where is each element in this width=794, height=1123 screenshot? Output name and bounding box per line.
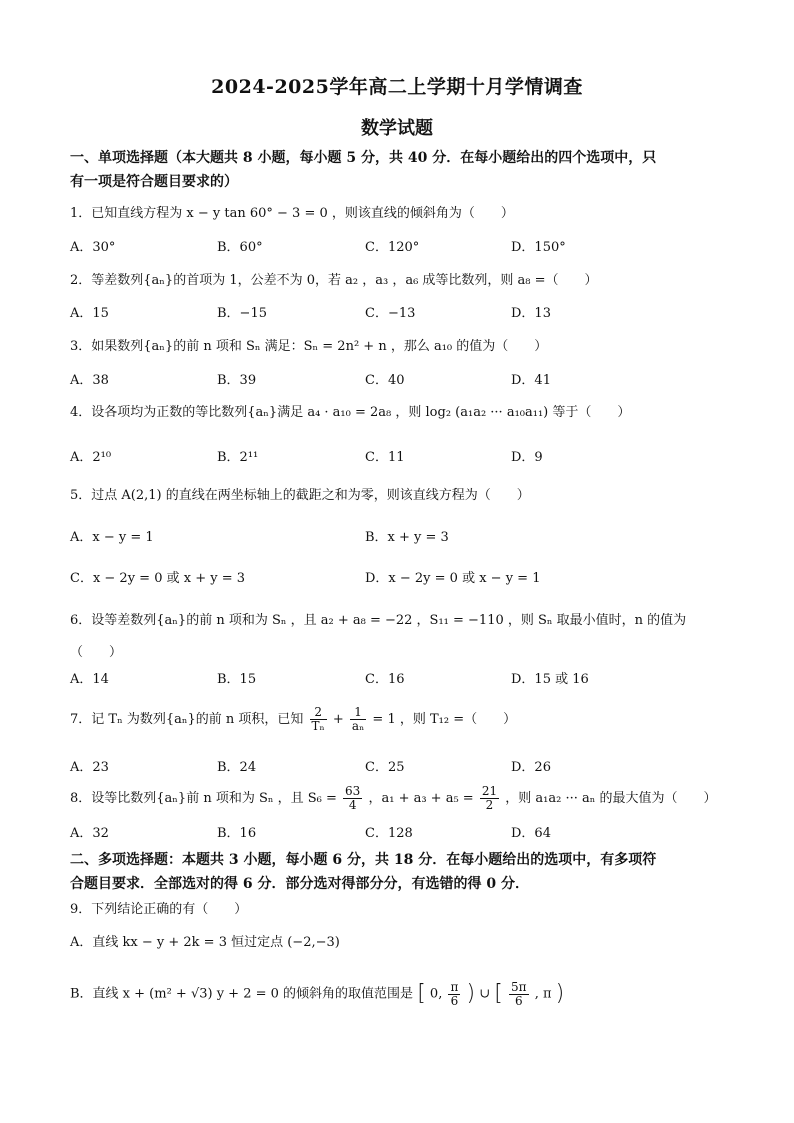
section2-heading-line2: 合题目要求．全部选对的得 6 分．部分选对得部分分，有选错的得 0 分． [70,876,529,892]
question-4: 4．设各项均为正数的等比数列{aₙ}满足 a₄ · a₁₀ = 2a₈ ，则 log₂ (a₁a₂ ··· a₁₀a₁₁) 等于（ ） [70,405,631,420]
q8-option-c: C．128 [365,826,413,841]
q7-frac1-num: 2 [310,706,327,720]
section1-heading-line2: 有一项是符合题目要求的） [70,174,238,190]
q2-option-a: A．15 [70,306,109,321]
section1-heading [70,146,730,194]
q4-option-c: C．11 [365,450,405,465]
q3-option-c: C．40 [365,373,405,388]
q2-option-c: C．−13 [365,306,416,321]
q5-option-c: C．x − 2y = 0 或 x + y = 3 [70,571,246,586]
q7-fraction-1 [310,706,327,733]
q7-frac2-den: aₙ [351,719,365,733]
q3-option-d: D．41 [511,373,551,388]
q1-option-b: B．60° [217,240,263,255]
q8-frac2-den: 2 [485,798,494,812]
q8-frac2-num: 21 [481,784,498,798]
section2-heading-line1: 二、多项选择题：本题共 3 小题，每小题 6 分，共 18 分．在每小题给出的选项中，有多项符 [70,852,657,868]
q6-option-d: D．15 或 16 [511,672,589,687]
q7-stem-pre: 7．记 Tₙ 为数列{aₙ}的前 n 项积，已知 [70,712,304,727]
q6-option-b: B．15 [217,672,257,687]
question-6-line2: （ ） [70,645,123,660]
q7-fraction-2 [350,706,366,733]
q8-option-d: D．64 [511,826,551,841]
q9-option-a: A．直线 kx − y + 2k = 3 恒过定点 (−2,−3) [70,935,340,950]
q8-frac1-num: 63 [345,784,361,798]
q9-interval2-close: ) [555,981,565,1006]
q1-option-c: C．120° [365,240,420,255]
q7-frac1-den: Tₙ [311,719,325,733]
q9-frac2-den: 6 [514,993,523,1008]
q8-fraction-2 [480,785,499,812]
question-6 [70,611,730,663]
q9-interval1-open: [ [417,981,426,1006]
section1-heading-line1: 一、单项选择题（本大题共 8 小题，每小题 5 分，共 40 分．在每小题给出的四个选项中，只 [70,150,657,166]
exam-subtitle: 数学试题 [361,118,433,139]
q8-option-b: B．16 [217,826,257,841]
q7-option-c: C．25 [365,760,405,775]
section2-heading [70,848,730,896]
q1-option-d: D．150° [511,240,566,255]
question-2: 2．等差数列{aₙ}的首项为 1，公差不为 0，若 a₂ ，a₃ ，a₆ 成等比数列，则 a₈ =（ ） [70,273,598,288]
q8-option-a: A．32 [70,826,109,841]
q8-fraction-1 [343,785,362,812]
q7-frac2-num: 1 [350,706,366,720]
q2-option-b: B．−15 [217,306,267,321]
q9-frac2-num: 5π [511,979,527,994]
q9-fraction-pi-6 [448,981,460,1008]
q6-option-c: C．16 [365,672,405,687]
q8-stem-mid: ，a₁ + a₃ + a₅ = [368,791,474,806]
q9-interval2-end: , π [534,986,552,1002]
q3-option-b: B．39 [217,373,257,388]
q8-frac1-den: 4 [348,798,357,812]
q9-interval1-close: ) [466,981,476,1006]
q9-frac1-num: π [450,979,459,994]
question-1: 1．已知直线方程为 x − y tan 60° − 3 = 0 ，则该直线的倾斜角为（ ） [70,206,514,221]
q5-option-a: A．x − y = 1 [70,530,154,545]
q7-option-b: B．24 [217,760,257,775]
q7-option-a: A．23 [70,760,109,775]
q9-interval2-open: [ [494,981,503,1006]
q9-fraction-5pi-6 [509,981,529,1008]
q7-stem-post: = 1 ，则 T₁₂ =（ ） [372,712,517,727]
q9-interval1-start: 0, [429,986,443,1002]
question-3: 3．如果数列{aₙ}的前 n 项和 Sₙ 满足：Sₙ = 2n² + n ，那么 a₁₀ 的值为（ ） [70,339,548,354]
question-6-line1: 6．设等差数列{aₙ}的前 n 项和为 Sₙ ，且 a₂ + a₈ = −22 ，S₁₁ = −110 ，则 Sₙ 取最小值时，n 的值为 [70,613,687,628]
q9-frac1-den: 6 [450,993,459,1008]
q4-option-d: D．9 [511,450,543,465]
q6-option-a: A．14 [70,672,109,687]
q3-option-a: A．38 [70,373,109,388]
q4-option-a: A．2¹⁰ [70,450,112,465]
q8-stem-pre: 8．设等比数列{aₙ}前 n 项和为 Sₙ ，且 S₆ = [70,791,337,806]
exam-title: 2024-2025学年高二上学期十月学情调查 [211,76,583,98]
q1-option-a: A．30° [70,240,116,255]
q5-option-d: D．x − 2y = 0 或 x − y = 1 [365,571,541,586]
q8-stem-post: ，则 a₁a₂ ··· aₙ 的最大值为（ ） [505,791,717,806]
q4-option-b: B．2¹¹ [217,450,259,465]
question-9: 9．下列结论正确的有（ ） [70,902,248,917]
q2-option-d: D．13 [511,306,551,321]
q9-option-b [70,977,564,1012]
q7-plus: + [332,712,344,727]
question-5: 5．过点 A(2,1) 的直线在两坐标轴上的截距之和为零，则该直线方程为（ ） [70,488,530,503]
q5-option-b: B．x + y = 3 [365,530,449,545]
q9-union: ∪ [479,986,491,1002]
q7-option-d: D．26 [511,760,551,775]
q9-optb-text: B．直线 x + (m² + √3) y + 2 = 0 的倾斜角的取值范围是 [70,986,414,1002]
question-8 [70,782,730,816]
question-7 [70,703,730,737]
